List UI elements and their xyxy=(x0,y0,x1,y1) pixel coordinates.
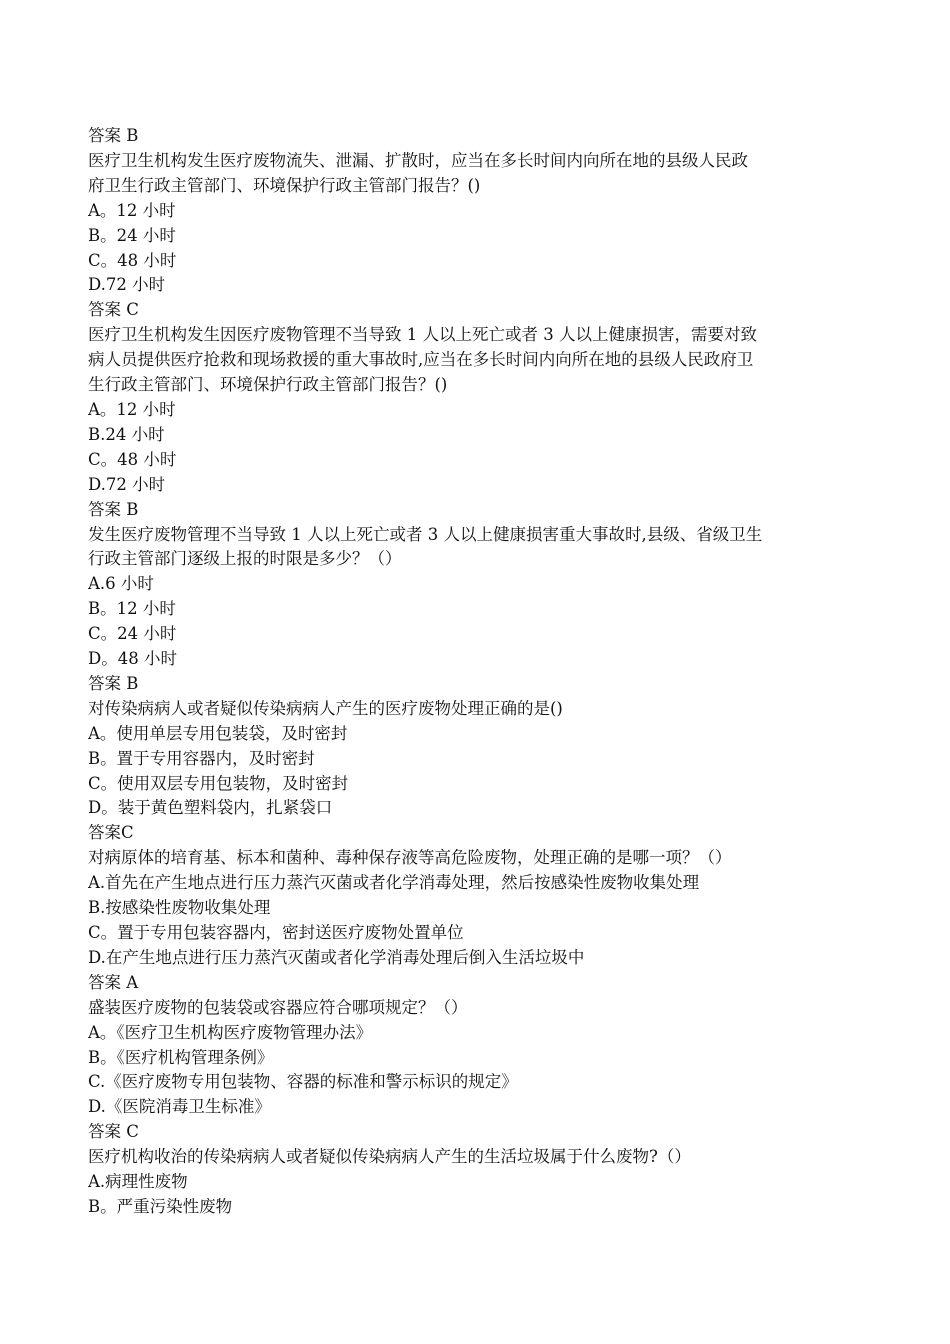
option-line: B。12 小时 xyxy=(88,599,176,619)
option-line: C。48 小时 xyxy=(88,449,177,469)
option-line: A。12 小时 xyxy=(88,399,176,419)
question-text-line: 生行政主管部门、环境保护行政主管部门报告？() xyxy=(88,375,448,395)
answer-line: 答案C xyxy=(88,823,134,843)
option-line: A.首先在产生地点进行压力蒸汽灭菌或者化学消毒处理，然后按感染性废物收集处理 xyxy=(88,873,700,893)
question-text-line: 盛装医疗废物的包装袋或容器应符合哪项规定？（） xyxy=(88,997,468,1017)
option-line: B.24 小时 xyxy=(88,424,165,444)
option-line: C。置于专用包装容器内，密封送医疗废物处置单位 xyxy=(88,923,464,942)
option-line: B。24 小时 xyxy=(88,225,176,245)
option-line: B.按感染性废物收集处理 xyxy=(88,898,271,918)
option-line: A。使用单层专用包装袋，及时密封 xyxy=(88,723,348,743)
option-line: D.在产生地点进行压力蒸汽灭菌或者化学消毒处理后倒入生活垃圾中 xyxy=(88,947,585,967)
question-text-line: 医疗卫生机构发生医疗废物流失、泄漏、扩散时，应当在多长时间内向所在地的县级人民政 xyxy=(88,150,748,170)
option-line: C。48 小时 xyxy=(88,250,177,270)
option-line: C。使用双层专用包装物，及时密封 xyxy=(88,773,349,793)
answer-line: 答案 B xyxy=(88,126,139,145)
answer-line: 答案 C xyxy=(88,1122,139,1142)
question-text-line: 对传染病病人或者疑似传染病病人产生的医疗废物处理正确的是() xyxy=(88,698,563,718)
answer-line: 答案 B xyxy=(88,673,139,693)
option-line: A。《医疗卫生机构医疗废物管理办法》 xyxy=(88,1022,373,1042)
option-line: D。装于黄色塑料袋内，扎紧袋口 xyxy=(88,798,333,818)
answer-line: 答案 B xyxy=(88,499,139,519)
option-line: D。48 小时 xyxy=(88,649,177,669)
question-text-line: 医疗卫生机构发生因医疗废物管理不当导致 1 人以上死亡或者 3 人以上健康损害，需要对致 xyxy=(88,325,757,345)
option-line: D.72 小时 xyxy=(88,275,166,295)
option-line: A。12 小时 xyxy=(88,200,176,220)
option-line: D.72 小时 xyxy=(88,474,166,494)
option-line: A.6 小时 xyxy=(88,574,154,594)
answer-line: 答案 A xyxy=(88,972,139,992)
question-text-line: 行政主管部门逐级上报的时限是多少？（） xyxy=(88,549,402,569)
document-page xyxy=(88,124,878,1220)
option-line: B。《医疗机构管理条例》 xyxy=(88,1047,274,1067)
question-text-line: 发生医疗废物管理不当导致 1 人以上死亡或者 3 人以上健康损害重大事故时,县级、省级卫生 xyxy=(88,524,763,544)
option-line: D.《医院消毒卫生标准》 xyxy=(88,1097,271,1117)
option-line: C.《医疗废物专用包装物、容器的标准和警示标识的规定》 xyxy=(88,1072,518,1092)
question-text-line: 对病原体的培育基、标本和菌种、毒种保存液等高危险废物，处理正确的是哪一项？（） xyxy=(88,848,732,868)
option-line: B。置于专用容器内，及时密封 xyxy=(88,748,315,768)
option-line: C。24 小时 xyxy=(88,624,177,644)
question-text-line: 医疗机构收治的传染病病人或者疑似传染病病人产生的生活垃圾属于什么废物?（） xyxy=(88,1147,691,1167)
question-text-line: 病人员提供医疗抢救和现场救援的重大事故时,应当在多长时间内向所在地的县级人民政府卫 xyxy=(88,350,754,370)
option-line: B。严重污染性废物 xyxy=(88,1196,233,1216)
question-text-line: 府卫生行政主管部门、环境保护行政主管部门报告？() xyxy=(88,175,481,195)
answer-line: 答案 C xyxy=(88,300,139,320)
option-line: A.病理性废物 xyxy=(88,1172,188,1192)
